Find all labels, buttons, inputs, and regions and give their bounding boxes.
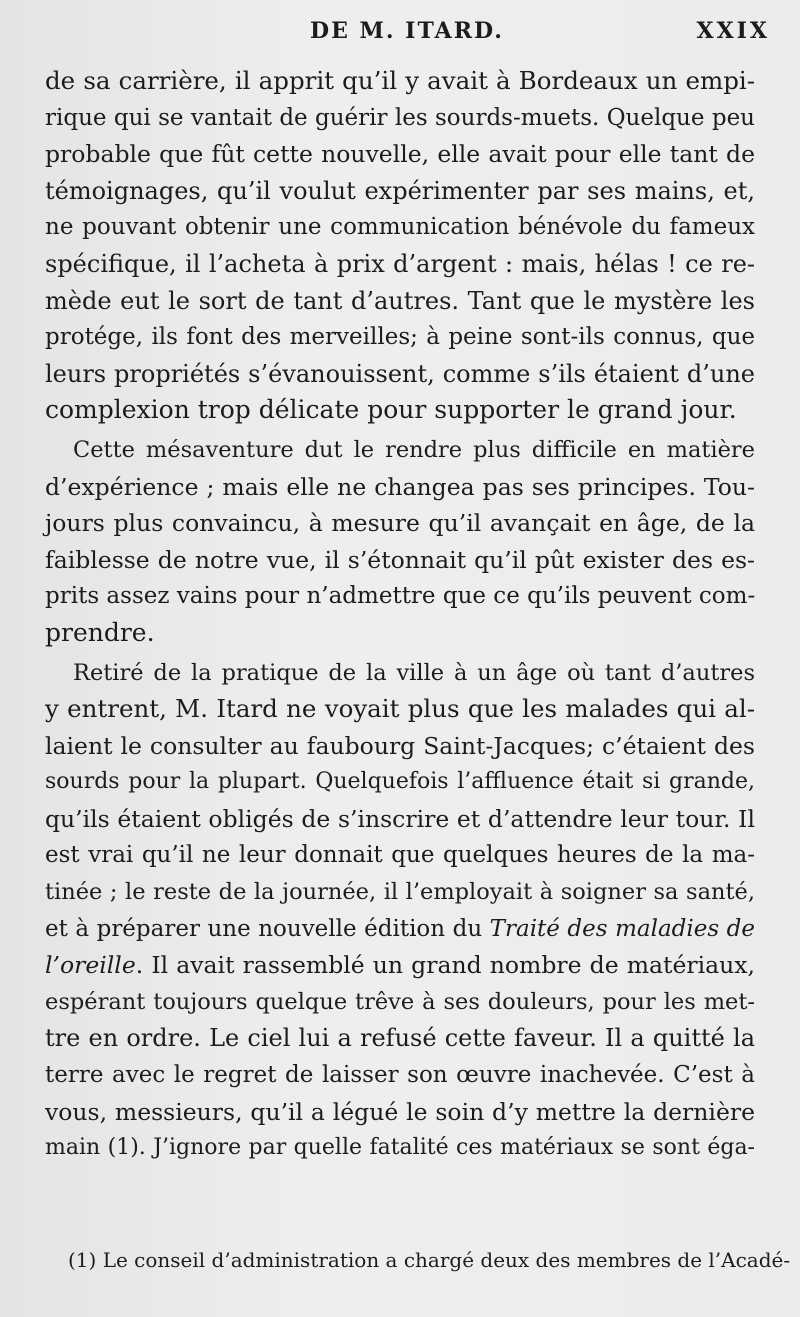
paragraph-1 xyxy=(45,63,755,429)
page-number: XXIX xyxy=(696,18,770,44)
text-line-with-italic xyxy=(45,911,755,948)
text-line: d’expérience ; mais elle ne changea pas ses principes. Tou- xyxy=(45,472,755,501)
book-title-italic: l’oreille xyxy=(45,951,136,980)
running-title: DE M. ITARD. xyxy=(310,18,504,44)
text-line: prendre. xyxy=(45,617,155,647)
text-line: espérant toujours quelque trêve à ses douleurs, pour les met- xyxy=(45,988,755,1015)
body-text xyxy=(45,63,755,1167)
text-line: probable que fût cette nouvelle, elle avait pour elle tant de xyxy=(45,140,755,169)
text-line: spécifique, il l’acheta à prix d’argent : mais, hélas ! ce re- xyxy=(45,249,755,278)
text-line: complexion trop délicate pour supporter le grand jour. xyxy=(45,395,737,425)
text-span: et à préparer une nouvelle édition du xyxy=(45,915,490,942)
text-line-with-italic xyxy=(45,947,755,984)
text-line: ne pouvant obtenir une communication bénévole du fameux xyxy=(45,214,755,241)
text-line: Retiré de la pratique de la ville à un âge où tant d’autres xyxy=(73,659,755,686)
text-line: terre avec le regret de laisser son œuvre inachevée. C’est à xyxy=(45,1062,755,1089)
text-line: est vrai qu’il ne leur donnait que quelques heures de la ma- xyxy=(45,842,755,869)
text-line: témoignages, qu’il voulut expérimenter par ses mains, et, xyxy=(45,176,755,205)
text-line: main (1). J’ignore par quelle fatalité ces matériaux se sont éga- xyxy=(45,1135,755,1161)
text-line: mède eut le sort de tant d’autres. Tant que le mystère les xyxy=(45,286,755,315)
text-line: faiblesse de notre vue, il s’étonnait qu’il pût exister des es- xyxy=(45,545,755,574)
text-line: prits assez vains pour n’admettre que ce qu’ils peuvent com- xyxy=(45,583,756,610)
text-line: sourds pour la plupart. Quelquefois l’affluence était si grande, xyxy=(45,769,755,795)
text-line: vous, messieurs, qu’il a légué le soin d’y mettre la dernière xyxy=(45,1097,755,1126)
text-line: protége, ils font des merveilles; à peine sont-ils connus, que xyxy=(45,324,755,351)
text-line: tre en ordre. Le ciel lui a refusé cette faveur. Il a quitté la xyxy=(45,1024,755,1053)
text-line: de sa carrière, il apprit qu’il y avait à Bordeaux un empi- xyxy=(45,66,755,95)
paragraph-3 xyxy=(45,655,755,1167)
book-title-italic: Traité des maladies de xyxy=(489,915,756,942)
text-line: laient le consulter au faubourg Saint-Jacques; c’étaient des xyxy=(45,731,755,760)
text-line: y entrent, M. Itard ne voyait plus que les malades qui al- xyxy=(45,694,755,724)
text-line: jours plus convaincu, à mesure qu’il avançait en âge, de la xyxy=(45,509,755,538)
running-head xyxy=(0,18,800,48)
paragraph-2 xyxy=(45,432,755,652)
footnote: (1) Le conseil d’administration a chargé deux des membres de l’Acadé- xyxy=(68,1248,791,1272)
text-line: tinée ; le reste de la journée, il l’employait à soigner sa santé, xyxy=(45,879,755,906)
text-line: leurs propriétés s’évanouissent, comme s’ils étaient d’une xyxy=(45,359,755,388)
text-span: . Il avait rassemblé un grand nombre de matériaux, xyxy=(135,951,755,980)
text-line: rique qui se vantait de guérir les sourds-muets. Quelque peu xyxy=(45,104,755,131)
text-line: qu’ils étaient obligés de s’inscrire et d’attendre leur tour. Il xyxy=(45,804,755,833)
text-line: Cette mésaventure dut le rendre plus difficile en matière xyxy=(73,436,755,463)
